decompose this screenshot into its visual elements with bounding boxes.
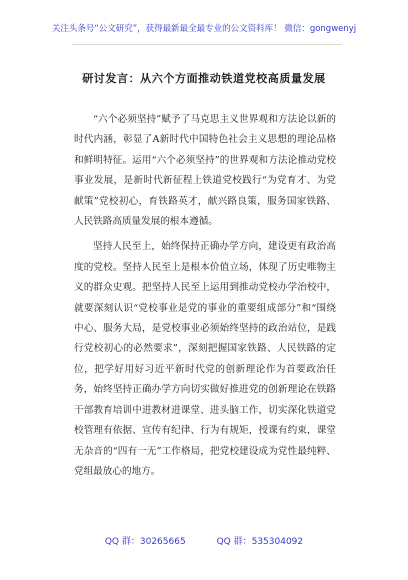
footer-qq-group-left: QQ 群：30265665 bbox=[104, 537, 186, 547]
document-body bbox=[74, 110, 336, 487]
paragraph: 坚持人民至上，始终保持正确办学方向，建设更有政治高度的党校。坚持人民至上是根本价值立场，体现了历史唯物主义的群众史观。把坚持人民至上运用到推动党校办学治校中，就要深刻认识“党校事业是党的事业的重要组成部分”和“围绕中心、服务大局，是党校事业必须始终坚持的政治站位，是践行党校初心的必然要求”，深刻把握国家铁路、人民铁路的定位，把学好用好习近平新时代党的创新理论作为首要政治任务，始终坚持正确办学方向切实做好推进党的创新理论在铁路干部教育培训中进教材进课堂、进头脑工作，切实深化铁道党校管理有依据、宣传有纪律、行为有规矩，授课有约束，课堂无杂音的“四有一无”工作格局，把党校建设成为党性最纯粹、党组最放心的地方。 bbox=[74, 241, 336, 477]
header-divider bbox=[72, 44, 342, 45]
footer bbox=[0, 534, 408, 547]
header-banner: 关注头条号“公文研究”，获得最新最全最专业的公文资料库！ 微信：gongwenyj bbox=[51, 24, 357, 34]
paragraph: “六个必须坚持”赋予了马克思主义世界观和方法论以新的时代内涵，彰显了A新时代中国特色社会主义思想的理论品格和鲜明特征。运用“六个必须坚持”的世界观和方法论推动党校事业发展，是新时代新征程上铁道党校践行“为党育才、为党献策”党校初心，育铁路英才，献兴路良策，服务国家铁路、人民铁路高质量发展的根本遵循。 bbox=[74, 114, 336, 228]
document-title: 研讨发言：从六个方面推动铁道党校高质量发展 bbox=[82, 72, 326, 85]
footer-qq-group-right: QQ 群：535304092 bbox=[216, 537, 304, 547]
